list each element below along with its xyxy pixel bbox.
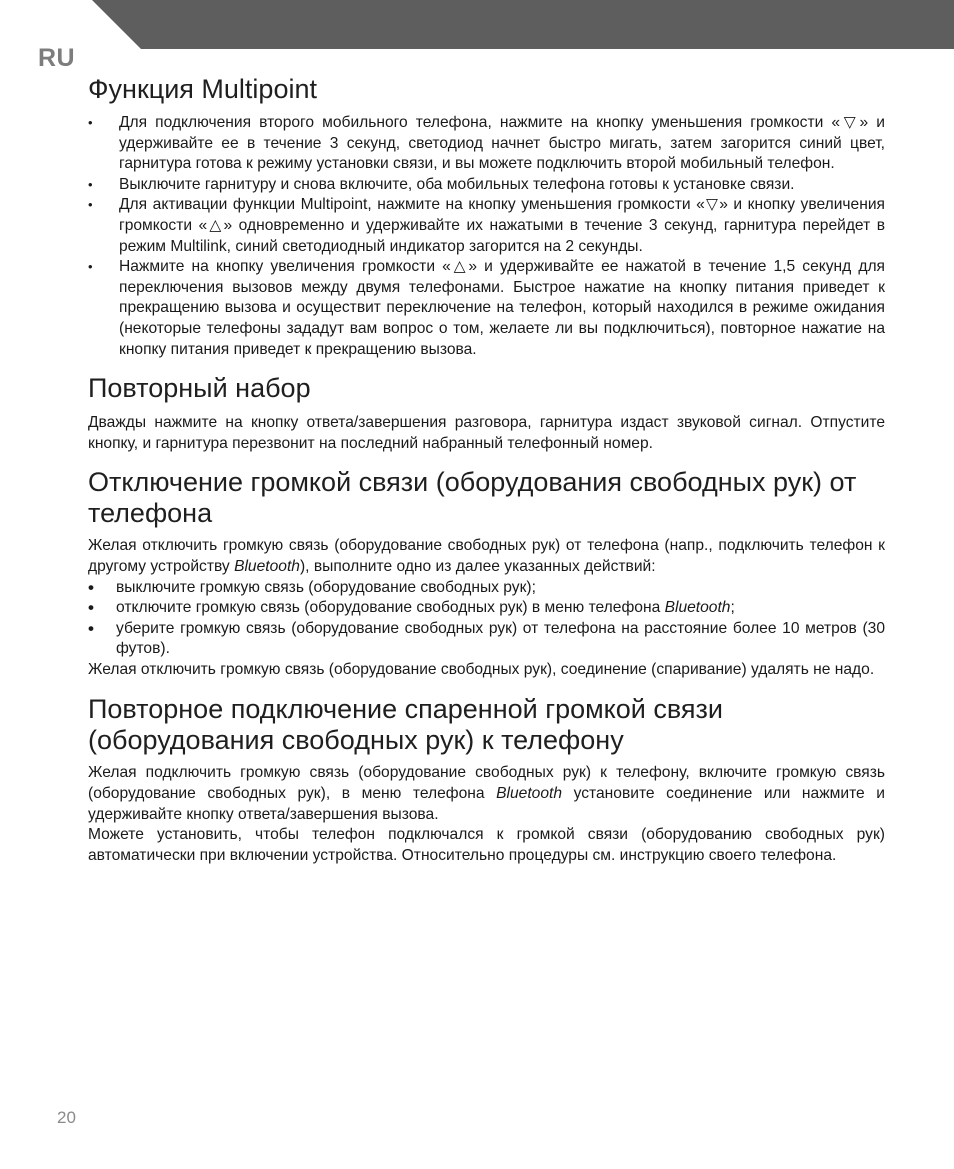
reconnect-paragraph-2: Можете установить, чтобы телефон подключался к громкой связи (оборудованию свободных рук) автоматически при включении устройства. Относительно процедуры см. инструкцию своего телефона. (88, 826, 885, 864)
reconnect-paragraph-1 (88, 763, 885, 825)
list-item: • уберите громкую связь (оборудование свободных рук) от телефона на расстояние более 10 метров (30 футов). (88, 619, 885, 660)
reconnect-text-end: установите соединение или нажмите и удерживайте кнопку ответа/завершения вызова. (88, 785, 886, 823)
section-title-multipoint: Функция Multipoint (88, 74, 317, 104)
multipoint-steps-list (88, 113, 885, 360)
section-multipoint (88, 74, 885, 360)
reconnect-text-start: Желая подключить громкую связь (оборудование свободных рук) к телефону, включите громкую связь (оборудование свободных рук), в меню телефона (88, 764, 885, 803)
section-redial (88, 373, 885, 454)
list-item: • выключите громкую связь (оборудование свободных рук); (88, 578, 885, 599)
header-band (0, 0, 954, 49)
disconnect-intro-bluetooth: Bluetooth (234, 557, 300, 575)
list-item (88, 598, 885, 619)
list-item: • Для подключения второго мобильного телефона, нажмите на кнопку уменьшения громкости «▽» и удерживайте ее в течение 3 секунд, светодиод начнет быстро мигать, затем загорится синий цвет, гарнитура готова к режиму установки связи, и вы можете подключить второй мобильный телефон. (88, 113, 885, 175)
list-item-text-start: отключите громкую связь (оборудование свободных рук) в меню телефона (116, 599, 665, 617)
header-band-shape (0, 0, 954, 49)
section-disconnect (88, 467, 885, 680)
page-number: 20 (57, 1108, 76, 1127)
list-item: • Нажмите на кнопку увеличения громкости «△» и удерживайте ее нажатой в течение 1,5 секунд для переключения вызовов между двумя телефонами. Быстрое нажатие на кнопку питания приведет к прекращению вызова и осуществит переключение на телефон, который находился в режиме ожидания (некоторые телефоны зададут вам вопрос о том, желаете ли вы подключиться), повторное нажатие на кнопку питания приведет к прекращению вызова. (88, 257, 885, 360)
list-item-bluetooth: Bluetooth (664, 599, 731, 617)
section-title-redial: Повторный набор (88, 373, 311, 404)
main-content (88, 74, 885, 866)
language-code: RU (38, 44, 76, 72)
redial-paragraph: Дважды нажмите на кнопку ответа/завершения разговора, гарнитура издаст звуковой сигнал. Отпустите кнопку, и гарнитура перезвонит на последний набранный телефонный номер. (88, 414, 885, 452)
section-title-disconnect: Отключение громкой связи (оборудования свободных рук) от телефона (88, 467, 857, 529)
disconnect-intro (88, 536, 885, 577)
list-item-text-end: ; (730, 599, 735, 617)
disconnect-intro-text-start: Желая отключить громкую связь (оборудование свободных рук) от телефона (напр., подключить телефон к другому устройству (88, 537, 885, 575)
section-title-reconnect: Повторное подключение спаренной громкой связи (оборудования свободных рук) к телефону (88, 694, 724, 756)
disconnect-options-list (88, 578, 885, 660)
section-reconnect (88, 694, 885, 866)
list-item: • Для активации функции Multipoint, нажмите на кнопку уменьшения громкости «▽» и кнопку увеличения громкости «△» одновременно и удерживайте их нажатыми в течение 3 секунд, гарнитура перейдет в режим Multilink, синий светодиодный индикатор загорится на 2 секунды. (88, 195, 885, 257)
disconnect-closing: Желая отключить громкую связь (оборудование свободных рук), соединение (спаривание) удалять не надо. (88, 660, 875, 678)
reconnect-bluetooth: Bluetooth (496, 785, 563, 803)
disconnect-intro-text-end: ), выполните одно из далее указанных действий: (299, 557, 656, 575)
list-item: • Выключите гарнитуру и снова включите, оба мобильных телефона готовы к установке связи. (88, 175, 885, 196)
